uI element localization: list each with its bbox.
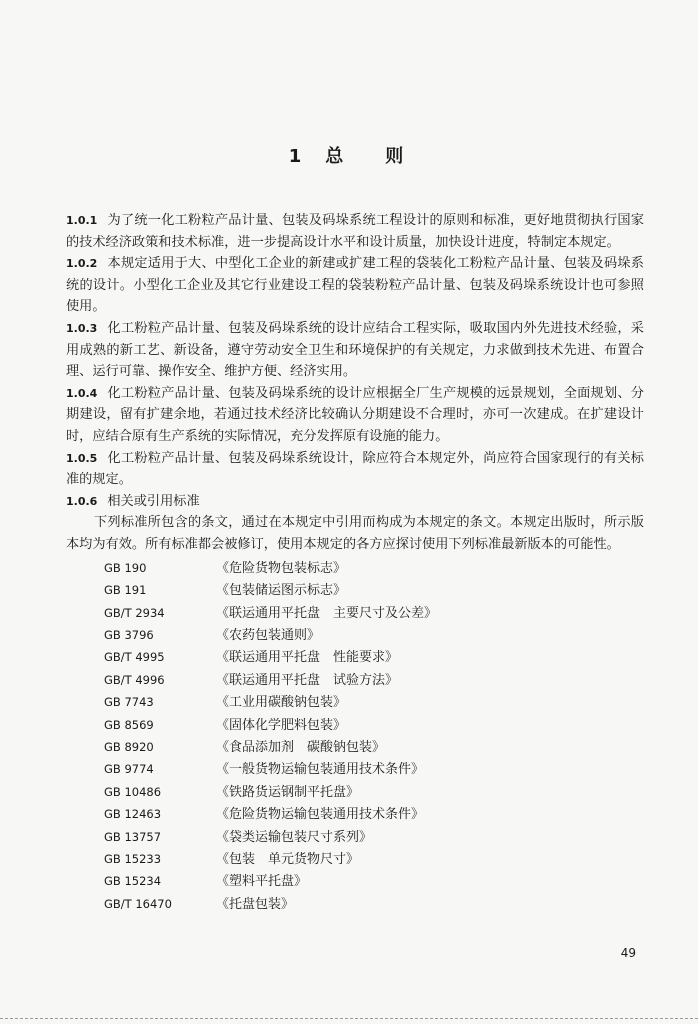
standard-name: 《联运通用平托盘 主要尺寸及公差》: [216, 605, 438, 621]
standard-row: [66, 826, 644, 848]
standard-row: [66, 692, 644, 714]
clause-number: 1.0.5: [66, 451, 98, 465]
standard-row: [66, 669, 644, 691]
clause-1-0-4: [66, 383, 644, 448]
standards-list: [66, 558, 644, 916]
chapter-title-char-2: 则: [385, 146, 410, 167]
standard-name: 《固体化学肥料包装》: [216, 717, 347, 733]
scan-edge-divider: [0, 1018, 698, 1019]
standard-code: GB 15233: [104, 851, 162, 866]
clause-1-0-6: [66, 491, 644, 513]
standard-name: 《袋类运输包装尺寸系列》: [216, 829, 373, 845]
standard-name: 《铁路货运钢制平托盘》: [216, 784, 360, 800]
standard-name: 《塑料平托盘》: [216, 874, 308, 890]
standard-row: [66, 714, 644, 736]
standard-row: [66, 871, 644, 893]
standard-name: 《危险货物包装标志》: [216, 560, 347, 576]
standard-code: GB 12463: [104, 807, 162, 822]
clause-1-0-2: [66, 253, 644, 318]
standard-row: [66, 759, 644, 781]
standard-code: GB 191: [104, 583, 147, 598]
standard-name: 《危险货物运输包装通用技术条件》: [216, 807, 425, 823]
standard-name: 《托盘包装》: [216, 896, 295, 912]
standard-code: GB 15234: [104, 874, 162, 889]
standard-code: GB 13757: [104, 829, 162, 844]
standard-row: [66, 781, 644, 803]
standard-code: GB 190: [104, 560, 147, 575]
clause-text: 化工粉粒产品计量、包装及码垛系统设计，除应符合本规定外，尚应符合国家现行的有关标准的规定。: [66, 450, 644, 488]
standard-code: GB 10486: [104, 784, 162, 799]
standard-row: [66, 580, 644, 602]
clause-1-0-5: [66, 448, 644, 491]
standard-name: 《联运通用平托盘 性能要求》: [216, 650, 399, 666]
standard-row: [66, 647, 644, 669]
chapter-title: [0, 142, 698, 168]
standard-code: GB 9774: [104, 762, 154, 777]
standard-code: GB 7743: [104, 695, 154, 710]
standard-name: 《包装 单元货物尺寸》: [216, 851, 360, 867]
standard-name: 《一般货物运输包装通用技术条件》: [216, 762, 425, 778]
page-number: 49: [620, 946, 636, 960]
clause-text: 化工粉粒产品计量、包装及码垛系统的设计应根据全厂生产规模的远景规划，全面规划、分期建设，留有扩建余地，若通过技术经济比较确认分期建设不合理时，亦可一次建成。在扩建设计时，应结合原有生产系统的实际情况，充分发挥原有设施的能力。: [66, 385, 644, 444]
clause-1-0-1: [66, 210, 644, 253]
standard-row: [66, 849, 644, 871]
standard-row: [66, 737, 644, 759]
standard-name: 《联运通用平托盘 试验方法》: [216, 672, 399, 688]
standard-code: GB/T 16470: [104, 896, 172, 911]
standard-code: GB 8569: [104, 717, 154, 732]
standards-intro: 下列标准所包含的条文，通过在本规定中引用而构成为本规定的条文。本规定出版时，所示版本均为有效。所有标准都会被修订，使用本规定的各方应探讨使用下列标准最新版本的可能性。: [66, 515, 644, 552]
standard-name: 《农药包装通则》: [216, 628, 321, 644]
clause-number: 1.0.2: [66, 257, 98, 271]
standard-row: [66, 558, 644, 580]
standard-name: 《工业用碳酸钠包装》: [216, 695, 347, 711]
standard-row: [66, 804, 644, 826]
clause-number: 1.0.1: [66, 214, 98, 227]
standard-row: [66, 625, 644, 647]
clause-number: 1.0.3: [66, 321, 98, 335]
clause-number: 1.0.6: [66, 494, 98, 508]
standard-code: GB/T 2934: [104, 605, 165, 620]
clause-text: 化工粉粒产品计量、包装及码垛系统的设计应结合工程实际，吸取国内外先进技术经验，采用成熟的新工艺、新设备，遵守劳动安全卫生和环境保护的有关规定，力求做到技术先进、布置合理、运行可靠、操作安全、维护方便、经济实用。: [66, 320, 644, 380]
clause-number: 1.0.4: [66, 386, 98, 400]
standard-row: [66, 893, 644, 915]
clause-1-0-3: [66, 318, 644, 383]
clause-text: 本规定适用于大、中型化工企业的新建或扩建工程的袋装化工粉粒产品计量、包装及码垛系统的设计。小型化工企业及其它行业建设工程的袋装粉粒产品计量、包装及码垛系统设计也可参照使用。: [66, 256, 644, 315]
standard-name: 《食品添加剂 碳酸钠包装》: [216, 740, 386, 756]
chapter-number: 1: [288, 146, 308, 167]
standard-code: GB 8920: [104, 740, 154, 755]
chapter-title-char-1: 总: [325, 146, 350, 167]
standard-code: GB/T 4996: [104, 672, 165, 687]
standard-row: [66, 602, 644, 624]
standard-code: GB 3796: [104, 628, 154, 643]
clause-text: 为了统一化工粉粒产品计量、包装及码垛系统工程设计的原则和标准，更好地贯彻执行国家的技术经济政策和技术标准，进一步提高设计水平和设计质量，加快设计进度，特制定本规定。: [66, 213, 644, 250]
standard-name: 《包装储运图示标志》: [216, 583, 347, 599]
standard-code: GB/T 4995: [104, 650, 165, 665]
clause-text: 相关或引用标准: [107, 493, 200, 509]
document-body: [66, 210, 644, 916]
